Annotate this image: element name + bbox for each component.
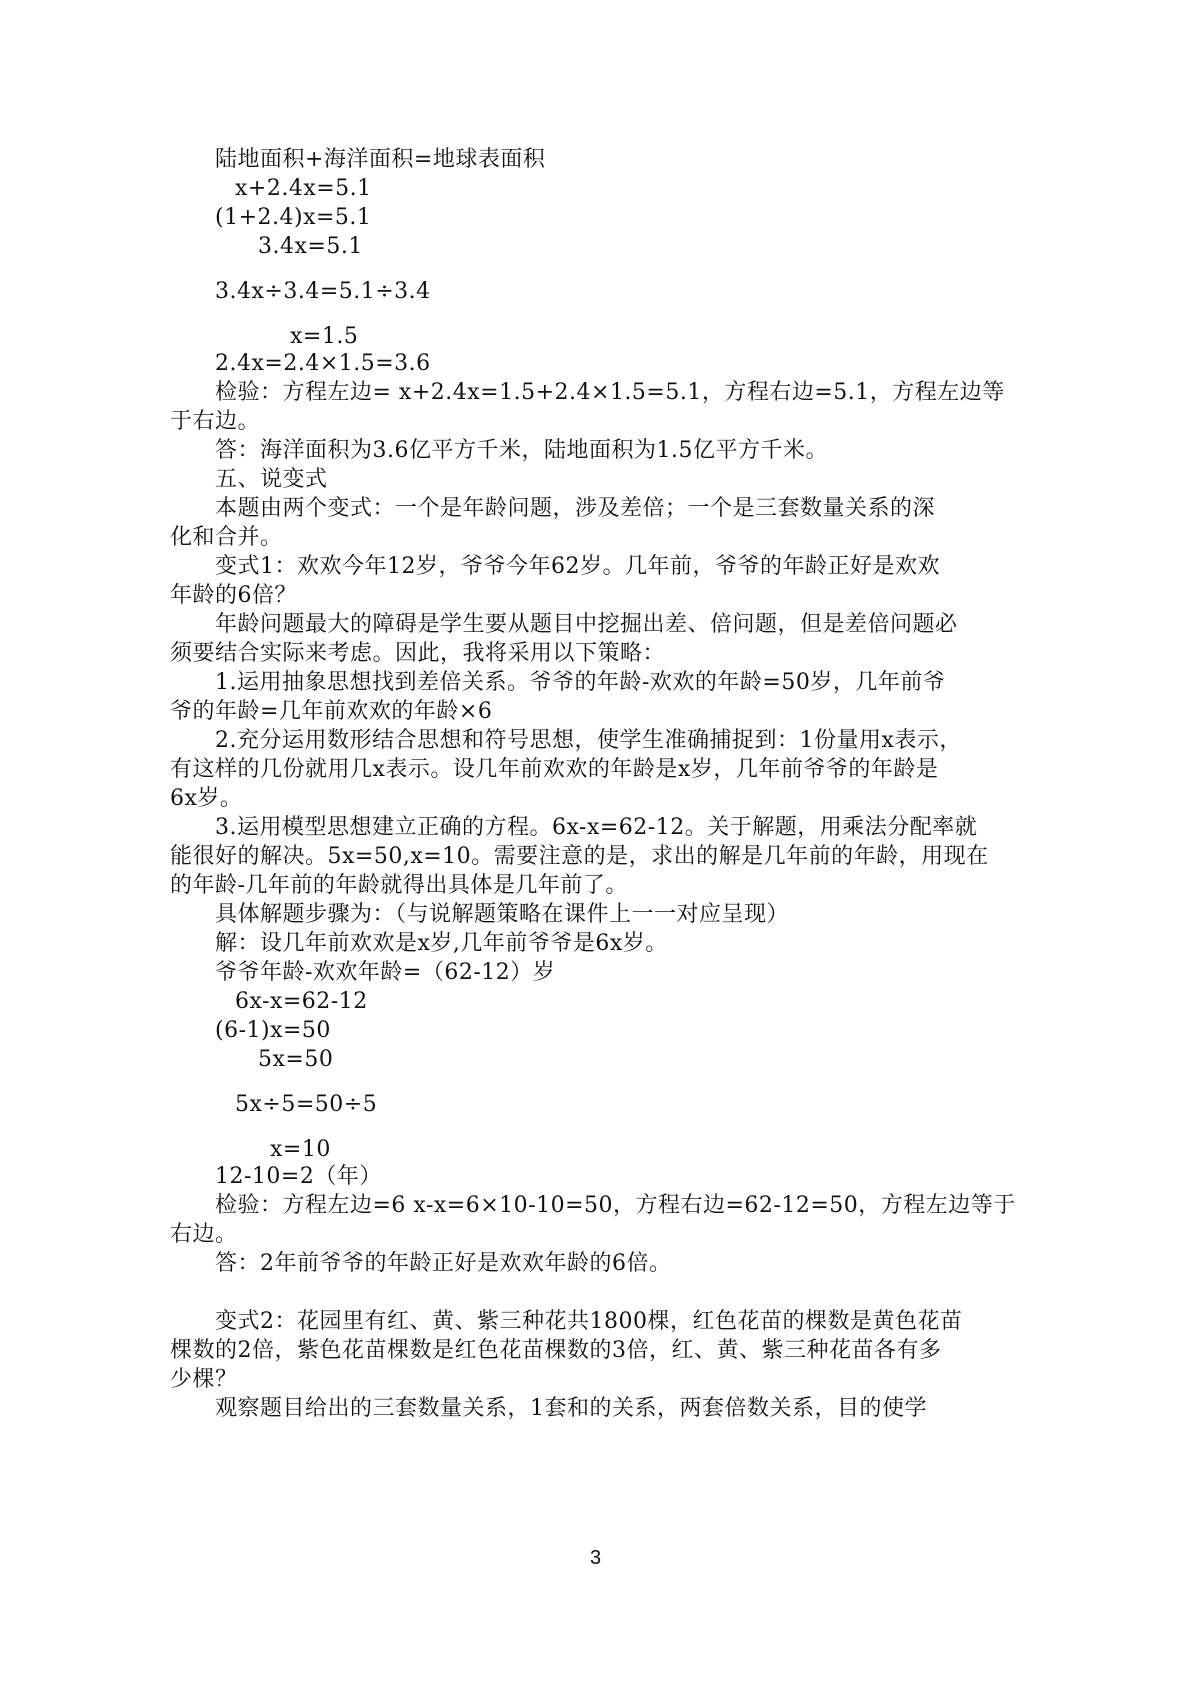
text-line: 答：海洋面积为3.6亿平方千米，陆地面积为1.5亿平方千米。 (215, 438, 828, 463)
text-line: 本题由两个变式：一个是年龄问题，涉及差倍；一个是三套数量关系的深 (215, 496, 936, 521)
text-line: 变式2：花园里有红、黄、紫三种花共1800棵，红色花苗的棵数是黄色花苗 (215, 1309, 963, 1334)
equation-line: (1+2.4)x=5.1 (215, 205, 372, 230)
text-line: 检验：方程左边= x+2.4x=1.5+2.4×1.5=5.1，方程右边=5.1，方程左边等 (215, 380, 1005, 405)
text-line: 能很好的解决。5x=50,x=10。需要注意的是，求出的解是几年前的年龄，用现在 (170, 844, 989, 869)
text-line: 爷的年龄=几年前欢欢的年龄×6 (170, 699, 493, 724)
text-line: 右边。 (170, 1222, 238, 1247)
equation-line: 5x=50 (258, 1047, 334, 1072)
text-line: 的年龄-几年前的年龄就得出具体是几年前了。 (170, 873, 628, 898)
text-line: 变式1：欢欢今年12岁，爷爷今年62岁。几年前，爷爷的年龄正好是欢欢 (215, 554, 940, 579)
text-line: 须要结合实际来考虑。因此，我将采用以下策略： (170, 641, 666, 666)
text-line: 于右边。 (170, 409, 261, 434)
section-heading: 五、说变式 (215, 467, 328, 492)
text-line: 棵数的2倍，紫色花苗棵数是红色花苗棵数的3倍，红、黄、紫三种花苗各有多 (170, 1338, 942, 1363)
equation-line: 12-10=2（年） (215, 1164, 382, 1189)
page-number: 3 (589, 1547, 602, 1569)
equation-line: x=10 (270, 1137, 331, 1162)
text-line: 少棵？ (170, 1367, 238, 1392)
text-line: 观察题目给出的三套数量关系，1套和的关系，两套倍数关系，目的使学 (215, 1396, 927, 1421)
text-line: 2.充分运用数形结合思想和符号思想，使学生准确捕捉到：1份量用x表示， (215, 728, 962, 753)
equation-line: (6-1)x=50 (215, 1018, 331, 1043)
equation-line: x+2.4x=5.1 (235, 176, 372, 201)
text-line: 年龄的6倍？ (170, 583, 297, 608)
text-line: 解：设几年前欢欢是x岁,几年前爷爷是6x岁。 (215, 931, 668, 956)
equation-line: 6x-x=62-12 (235, 989, 368, 1014)
text-line: 年龄问题最大的障碍是学生要从题目中挖掘出差、倍问题，但是差倍问题必 (215, 612, 958, 637)
text-line: 陆地面积+海洋面积=地球表面积 (215, 147, 546, 172)
text-line: 1.运用抽象思想找到差倍关系。爷爷的年龄-欢欢的年龄=50岁，几年前爷 (215, 670, 946, 695)
equation-line: x=1.5 (290, 324, 359, 349)
text-line: 有这样的几份就用几x表示。设几年前欢欢的年龄是x岁，几年前爷爷的年龄是 (170, 757, 939, 782)
equation-line: 5x÷5=50÷5 (235, 1092, 378, 1117)
text-line: 3.运用模型思想建立正确的方程。6x-x=62-12。关于解题，用乘法分配率就 (215, 815, 978, 840)
text-line: 化和合并。 (170, 525, 283, 550)
text-line: 6x岁。 (170, 786, 243, 811)
text-line: 爷爷年龄-欢欢年龄=（62-12）岁 (215, 960, 556, 985)
text-line: 答：2年前爷爷的年龄正好是欢欢年龄的6倍。 (215, 1251, 672, 1276)
equation-line: 3.4x=5.1 (258, 234, 363, 259)
equation-line: 3.4x÷3.4=5.1÷3.4 (215, 279, 431, 304)
equation-line: 2.4x=2.4×1.5=3.6 (215, 351, 431, 376)
text-line: 检验：方程左边=6 x-x=6×10-10=50，方程右边=62-12=50，方程左边等于 (215, 1193, 1016, 1218)
text-line: 具体解题步骤为：（与说解题策略在课件上一一对应呈现） (215, 902, 790, 927)
